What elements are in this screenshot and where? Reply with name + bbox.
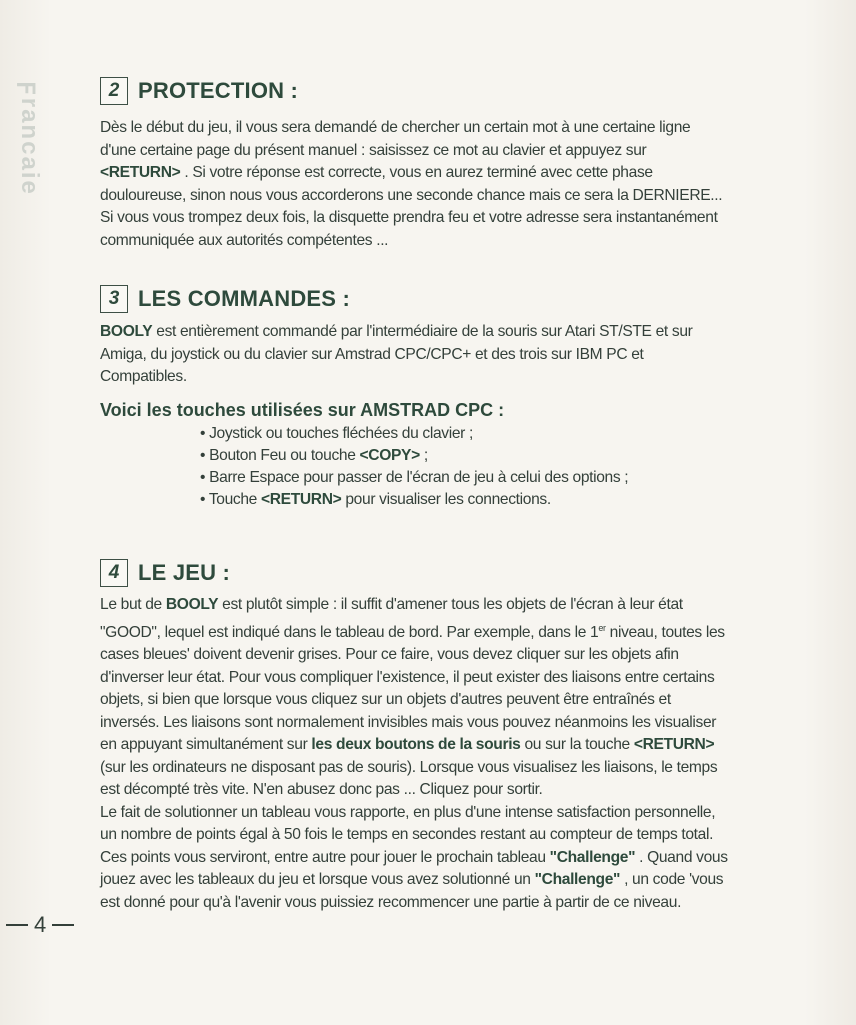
section-header (100, 75, 730, 107)
section-number: 4 (100, 559, 128, 587)
section-title: LE JEU : (138, 560, 231, 585)
keys-list (100, 423, 730, 511)
booly-name: BOOLY (165, 596, 219, 613)
list-item: • Joystick ou touches fléchées du clavier ; (200, 423, 730, 445)
list-item: • Barre Espace pour passer de l'écran de jeu à celui des options ; (200, 467, 730, 489)
subheading: Voici les touches utilisées sur AMSTRAD CPC : (100, 399, 505, 420)
section-paragraph: Le fait de solutionner un tableau vous rapporte, en plus d'une intense satisfaction personnelle, un nombre de points égal à 50 fois le temps en secondes restant au compteur de temps total. Ces points vous serviront, entre autre pour jouer le prochain tableau "Challenge" . Quand vous jouez avec les tableaux du jeu et lorsque vous avez solutionné un "Challenge" , un code 'vous est donné pour qu'à l'avenir vous puissiez recommencer une partie à partir de ce niveau. (100, 803, 728, 911)
bleed-through-decoration: ǝᴉɐɔuɐɹℲ (14, 80, 41, 194)
page-number: 4 (0, 912, 80, 938)
list-item: • Touche <RETURN> pour visualiser les connections. (200, 489, 730, 511)
dash-left (6, 924, 28, 926)
booly-name: BOOLY (100, 323, 153, 340)
section-title: PROTECTION : (138, 78, 299, 103)
section-number: 2 (100, 77, 128, 105)
section-title: LES COMMANDES : (138, 286, 350, 311)
key-return: <RETURN> (100, 164, 181, 181)
section-paragraph: Le but de BOOLY est plutôt simple : il suffit d'amener tous les objets de l'écran à leur état "GOOD", lequel est indiqué dans le tableau de bord. Par exemple, dans le 1er niveau, toutes les cases bleues' doivent devenir grises. Pour ce faire, vous devez cliquer sur les objets afin d'inverser leur état. Pour vous compliquer l'existence, il peut exister des liaisons entre certains objets, si bien que lorsque vous cliquez sur un objets d'autres peuvent être entraînés et inversés. Les liaisons sont normalement invisibles mais vous pouvez néanmoins les visualiser en appuyant simultanément sur les deux boutons de la souris ou sur la touche <RETURN> (sur les ordinateurs ne disposant pas de souris). Lorsque vous visualisez les liaisons, le temps est décompté très vite. N'en abusez donc pas ... Cliquez pour sortir. (100, 596, 725, 799)
section-number: 3 (100, 285, 128, 313)
list-item: • Bouton Feu ou touche <COPY> ; (200, 445, 730, 467)
dash-right (52, 924, 74, 926)
section-commandes (100, 283, 730, 511)
section-paragraph: BOOLY est entièrement commandé par l'intermédiaire de la souris sur Atari ST/STE et sur Amiga, du joystick ou du clavier sur Amstrad CPC/CPC+ et des trois sur IBM PC et Compatibles. (100, 323, 693, 385)
section-header (100, 283, 730, 315)
section-jeu (100, 557, 730, 914)
section-header (100, 557, 730, 589)
section-paragraph: Dès le début du jeu, il vous sera demandé de chercher un certain mot à une certaine ligne d'une certaine page du présent manuel : saisissez ce mot au clavier et appuyez sur <RETURN> . Si votre réponse est correcte, vous en aurez terminé avec cette phase douloureuse, sinon nous vous accorderons une seconde chance mais ce sera la DERNIERE... Si vous vous trompez deux fois, la disquette prendra feu et votre adresse sera instantanément communiquée aux autorités compétentes ... (100, 119, 723, 249)
section-protection (100, 75, 730, 252)
